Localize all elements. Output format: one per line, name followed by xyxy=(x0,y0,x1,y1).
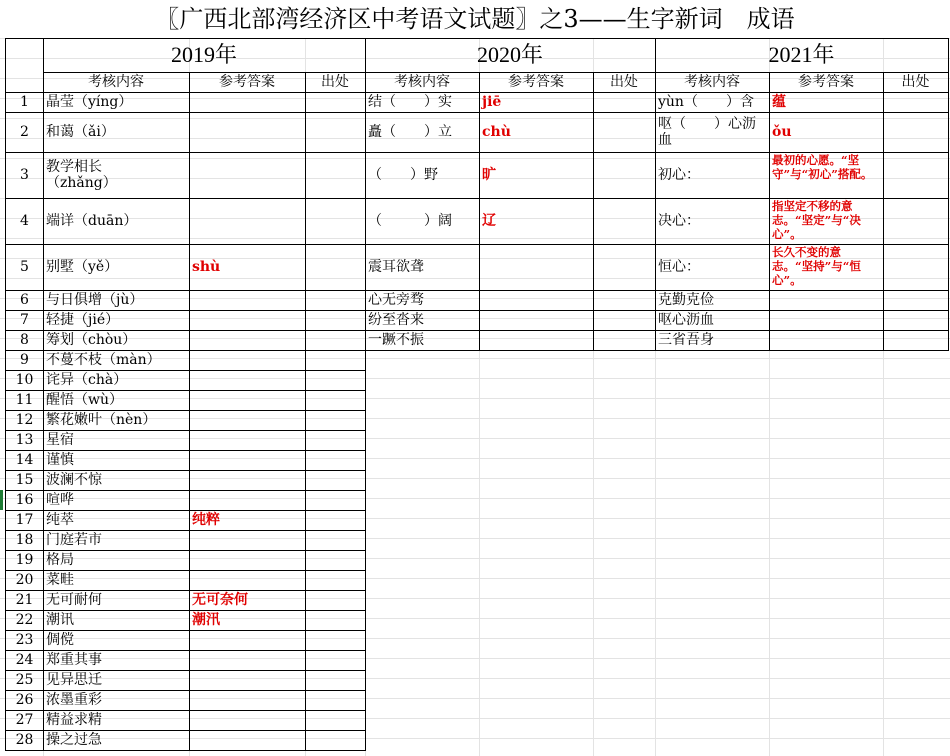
content-2019[interactable]: 倜傥 xyxy=(43,630,190,651)
source-2019[interactable] xyxy=(305,244,366,291)
content-2019[interactable]: 晶莹（yíng） xyxy=(43,92,190,113)
answer-2019[interactable] xyxy=(189,370,306,391)
column-header-4: 参考答案 xyxy=(479,72,594,93)
answer-2020[interactable] xyxy=(479,310,594,331)
answer-2019[interactable]: 潮汛 xyxy=(189,610,306,631)
row-number: 23 xyxy=(5,630,44,651)
answer-2019[interactable] xyxy=(189,198,306,245)
content-2019[interactable]: 精益求精 xyxy=(43,710,190,731)
answer-2019[interactable] xyxy=(189,470,306,491)
source-2019[interactable] xyxy=(305,92,366,113)
answer-2021[interactable]: 指坚定不移的意志。“坚定”与“决心”。 xyxy=(769,198,884,245)
row-number: 24 xyxy=(5,650,44,671)
content-2019[interactable]: 谨慎 xyxy=(43,450,190,471)
content-2021[interactable]: 决心： xyxy=(655,198,770,245)
source-2021[interactable] xyxy=(883,92,949,113)
year-2020: 2020年 xyxy=(365,38,656,73)
content-2019[interactable]: 操之过急 xyxy=(43,730,190,751)
source-2019[interactable] xyxy=(305,390,366,411)
source-2021[interactable] xyxy=(883,198,949,245)
content-2019[interactable]: 轻捷（jié） xyxy=(43,310,190,331)
source-2019[interactable] xyxy=(305,710,366,731)
content-2020[interactable]: （ ）阔 xyxy=(365,198,480,245)
answer-2020[interactable]: jiē xyxy=(479,92,594,113)
source-2019[interactable] xyxy=(305,198,366,245)
answer-2019[interactable]: 纯粹 xyxy=(189,510,306,531)
answer-2019[interactable] xyxy=(189,330,306,351)
source-2021[interactable] xyxy=(883,152,949,199)
content-2019[interactable]: 潮讯 xyxy=(43,610,190,631)
row-number: 9 xyxy=(5,350,44,371)
answer-2019[interactable] xyxy=(189,112,306,153)
content-2019[interactable]: 无可耐何 xyxy=(43,590,190,611)
answer-2019[interactable] xyxy=(189,152,306,199)
answer-2021[interactable] xyxy=(769,330,884,351)
source-2019[interactable] xyxy=(305,490,366,511)
source-2019[interactable] xyxy=(305,530,366,551)
content-2021[interactable]: 初心： xyxy=(655,152,770,199)
answer-2019[interactable] xyxy=(189,290,306,311)
answer-2021[interactable]: 最初的心愿。“坚守”与“初心”搭配。 xyxy=(769,152,884,199)
content-2019[interactable]: 星宿 xyxy=(43,430,190,451)
content-2019[interactable]: 筹划（chòu） xyxy=(43,330,190,351)
answer-2020[interactable]: 旷 xyxy=(479,152,594,199)
answer-2019[interactable]: shù xyxy=(189,244,306,291)
row-selection-marker xyxy=(0,490,3,510)
content-2019[interactable]: 浓墨重彩 xyxy=(43,690,190,711)
answer-2020[interactable] xyxy=(479,330,594,351)
source-2020[interactable] xyxy=(593,92,656,113)
source-2019[interactable] xyxy=(305,350,366,371)
source-2020[interactable] xyxy=(593,152,656,199)
answer-2021[interactable] xyxy=(769,290,884,311)
column-header-5: 出处 xyxy=(593,72,656,93)
content-2021[interactable]: 呕心沥血 xyxy=(655,310,770,331)
source-2019[interactable] xyxy=(305,410,366,431)
row-number: 20 xyxy=(5,570,44,591)
column-header-1: 参考答案 xyxy=(189,72,306,93)
content-2019[interactable]: 格局 xyxy=(43,550,190,571)
answer-2019[interactable] xyxy=(189,670,306,691)
source-2021[interactable] xyxy=(883,330,949,351)
answer-2019[interactable] xyxy=(189,630,306,651)
answer-2020[interactable]: chù xyxy=(479,112,594,153)
answer-2019[interactable] xyxy=(189,390,306,411)
source-2019[interactable] xyxy=(305,152,366,199)
row-number: 4 xyxy=(5,198,44,245)
content-2021[interactable]: 三省吾身 xyxy=(655,330,770,351)
row-number: 21 xyxy=(5,590,44,611)
source-2020[interactable] xyxy=(593,244,656,291)
row-number: 6 xyxy=(5,290,44,311)
content-2020[interactable]: 震耳欲聋 xyxy=(365,244,480,291)
source-2020[interactable] xyxy=(593,198,656,245)
row-number: 13 xyxy=(5,430,44,451)
source-2019[interactable] xyxy=(305,670,366,691)
row-number: 27 xyxy=(5,710,44,731)
content-2020[interactable]: 矗（ ）立 xyxy=(365,112,480,153)
answer-2019[interactable] xyxy=(189,730,306,751)
year-2019: 2019年 xyxy=(43,38,366,73)
row-number: 18 xyxy=(5,530,44,551)
content-2019[interactable]: 郑重其事 xyxy=(43,650,190,671)
content-2021[interactable]: yùn（ ）含 xyxy=(655,92,770,113)
row-number: 5 xyxy=(5,244,44,291)
row-number: 16 xyxy=(5,490,44,511)
row-number: 15 xyxy=(5,470,44,491)
content-2019[interactable]: 纯萃 xyxy=(43,510,190,531)
answer-2019[interactable] xyxy=(189,690,306,711)
row-number: 17 xyxy=(5,510,44,531)
answer-2020[interactable] xyxy=(479,290,594,311)
answer-2021[interactable]: ǒu xyxy=(769,112,884,153)
answer-2020[interactable] xyxy=(479,244,594,291)
content-2019[interactable]: 醒悟（wù） xyxy=(43,390,190,411)
answer-2019[interactable] xyxy=(189,410,306,431)
content-2019[interactable]: 不蔓不枝（màn） xyxy=(43,350,190,371)
source-2021[interactable] xyxy=(883,310,949,331)
source-2020[interactable] xyxy=(593,290,656,311)
year-2021: 2021年 xyxy=(655,38,949,73)
answer-2019[interactable] xyxy=(189,450,306,471)
content-2019[interactable]: 与日俱增（jù） xyxy=(43,290,190,311)
content-2019[interactable]: 和蔼（ǎi） xyxy=(43,112,190,153)
answer-2021[interactable]: 蕴 xyxy=(769,92,884,113)
answer-2019[interactable] xyxy=(189,550,306,571)
source-2019[interactable] xyxy=(305,610,366,631)
column-header-8: 出处 xyxy=(883,72,949,93)
content-2019[interactable]: 繁花嫩叶（nèn） xyxy=(43,410,190,431)
row-number: 12 xyxy=(5,410,44,431)
source-2019[interactable] xyxy=(305,450,366,471)
row-number: 19 xyxy=(5,550,44,571)
answer-2019[interactable] xyxy=(189,92,306,113)
column-header-2: 出处 xyxy=(305,72,366,93)
source-2020[interactable] xyxy=(593,330,656,351)
source-2019[interactable] xyxy=(305,330,366,351)
row-number: 7 xyxy=(5,310,44,331)
answer-2020[interactable]: 辽 xyxy=(479,198,594,245)
content-2020[interactable]: 纷至沓来 xyxy=(365,310,480,331)
row-number: 8 xyxy=(5,330,44,351)
row-number: 25 xyxy=(5,670,44,691)
content-2019[interactable]: 菜畦 xyxy=(43,570,190,591)
content-2020[interactable]: 心无旁骛 xyxy=(365,290,480,311)
source-2019[interactable] xyxy=(305,290,366,311)
source-2019[interactable] xyxy=(305,730,366,751)
source-2021[interactable] xyxy=(883,112,949,153)
source-2020[interactable] xyxy=(593,112,656,153)
source-2020[interactable] xyxy=(593,310,656,331)
answer-2021[interactable]: 长久不变的意志。“坚持”与“恒心”。 xyxy=(769,244,884,291)
content-2019[interactable]: 教学相长 （zhǎng） xyxy=(43,152,190,199)
source-2021[interactable] xyxy=(883,290,949,311)
content-2019[interactable]: 波澜不惊 xyxy=(43,470,190,491)
answer-2019[interactable]: 无可奈何 xyxy=(189,590,306,611)
row-number: 1 xyxy=(5,92,44,113)
answer-2019[interactable] xyxy=(189,310,306,331)
row-number: 22 xyxy=(5,610,44,631)
answer-2019[interactable] xyxy=(189,430,306,451)
column-header-3: 考核内容 xyxy=(365,72,480,93)
row-number: 28 xyxy=(5,730,44,751)
source-2019[interactable] xyxy=(305,650,366,671)
row-number: 11 xyxy=(5,390,44,411)
content-2019[interactable]: 诧异（chà） xyxy=(43,370,190,391)
source-2019[interactable] xyxy=(305,570,366,591)
content-2020[interactable]: （ ）野 xyxy=(365,152,480,199)
row-number: 10 xyxy=(5,370,44,391)
answer-2019[interactable] xyxy=(189,710,306,731)
answer-2019[interactable] xyxy=(189,530,306,551)
source-2019[interactable] xyxy=(305,690,366,711)
content-2020[interactable]: 一蹶不振 xyxy=(365,330,480,351)
source-2019[interactable] xyxy=(305,112,366,153)
answer-2021[interactable] xyxy=(769,310,884,331)
content-2021[interactable]: 恒心： xyxy=(655,244,770,291)
content-2019[interactable]: 喧哗 xyxy=(43,490,190,511)
source-2019[interactable] xyxy=(305,310,366,331)
row-number: 14 xyxy=(5,450,44,471)
corner-cell xyxy=(5,38,44,93)
source-2019[interactable] xyxy=(305,630,366,651)
row-number: 3 xyxy=(5,152,44,199)
content-2019[interactable]: 端详（duān） xyxy=(43,198,190,245)
source-2019[interactable] xyxy=(305,590,366,611)
content-2019[interactable]: 门庭若市 xyxy=(43,530,190,551)
content-2021[interactable]: 克勤克俭 xyxy=(655,290,770,311)
content-2020[interactable]: 结（ ）实 xyxy=(365,92,480,113)
source-2021[interactable] xyxy=(883,244,949,291)
column-header-0: 考核内容 xyxy=(43,72,190,93)
content-2019[interactable]: 别墅（yě） xyxy=(43,244,190,291)
column-header-7: 参考答案 xyxy=(769,72,884,93)
answer-2019[interactable] xyxy=(189,570,306,591)
content-2019[interactable]: 见异思迁 xyxy=(43,670,190,691)
row-number: 26 xyxy=(5,690,44,711)
answer-2019[interactable] xyxy=(189,650,306,671)
column-header-6: 考核内容 xyxy=(655,72,770,93)
answer-2019[interactable] xyxy=(189,490,306,511)
answer-2019[interactable] xyxy=(189,350,306,371)
source-2019[interactable] xyxy=(305,470,366,491)
source-2019[interactable] xyxy=(305,550,366,571)
source-2019[interactable] xyxy=(305,510,366,531)
row-number: 2 xyxy=(5,112,44,153)
source-2019[interactable] xyxy=(305,430,366,451)
page-title: 〖广西北部湾经济区中考语文试题〗之3——生字新词 成语 xyxy=(155,5,795,33)
source-2019[interactable] xyxy=(305,370,366,391)
content-2021[interactable]: 呕（ ）心沥 血 xyxy=(655,112,770,153)
